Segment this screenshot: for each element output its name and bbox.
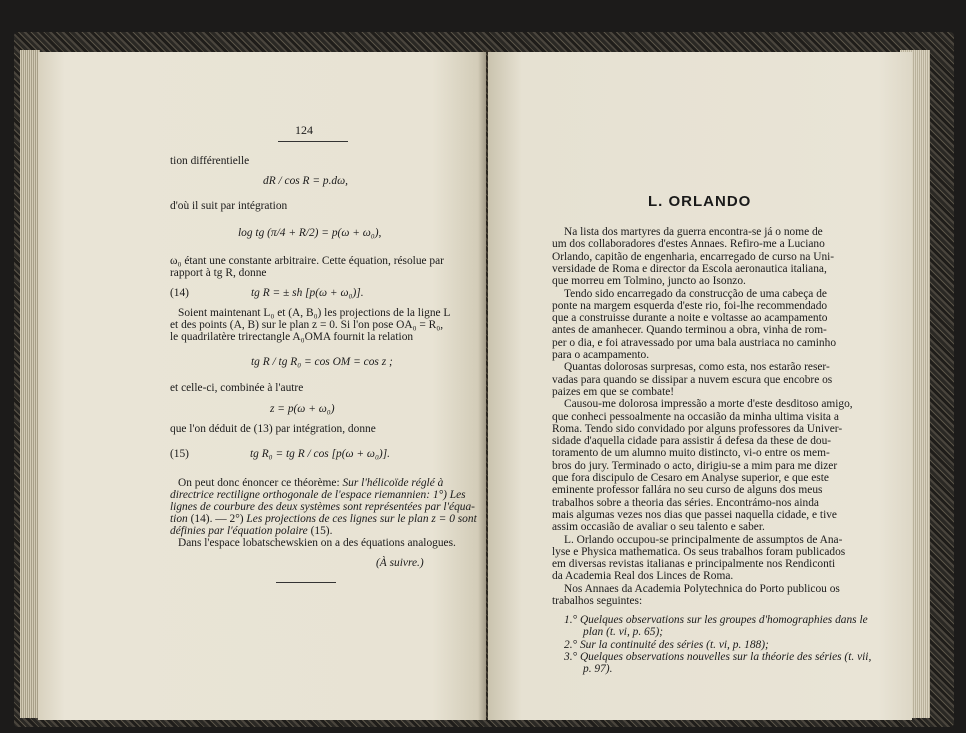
text-line: et des points (A, B) sur le plan z = 0. Si l'on pose OA₀ = R₀, [170, 319, 444, 331]
article-title: L. ORLANDO [648, 193, 752, 210]
theorem-italic: 1°) Les [432, 489, 466, 501]
theorem-line: lignes de courbure des deux systèmes sont représentées par l'équa- [170, 501, 475, 513]
equation-label: (14) [170, 287, 189, 299]
page-number-rule [278, 141, 348, 142]
article-line: L. Orlando occupou-se principalmente de assumptos de Ana- [564, 533, 843, 546]
article-line: Roma. Tendo sido convidado por alguns professores da Univer- [552, 422, 843, 435]
article-line: Na lista dos martyres da guerra encontra-se já o nome de [564, 226, 823, 238]
text-line: tion différentielle [170, 155, 250, 167]
reference-line: 3.° Quelques observations nouvelles sur la théorie des séries (t. vii, [564, 650, 872, 663]
theorem-italic: définies par l'équation polaire [170, 525, 308, 537]
article-line: Causou-me dolorosa impressão a morte d'este desditoso amigo, [564, 398, 853, 411]
article-line: Orlando, capitão de engenharia, encarregado de curso na Uni- [552, 250, 835, 263]
article-line: antes de amanhecer. Quando terminou a obra, vinha de rom- [552, 324, 827, 337]
article-line: em diversas revistas italianas e principalmente nos Rendiconti [552, 558, 836, 571]
text-line: Soient maintenant L₀ et (A, B₀) les projections de la ligne L [178, 307, 451, 319]
article-line: lyse e Physica mathematica. Os seus trabalhos foram publicados [552, 545, 846, 558]
theorem-italic: Les projections de ces lignes sur le plan z = 0 sont [246, 513, 477, 525]
reference-line: p. 97). [583, 663, 613, 676]
text-line: et celle-ci, combinée à l'autre [170, 382, 304, 394]
article-line: vadas para quando se dissipar a nuvem escura que encobre os [552, 373, 833, 386]
article-line: trabalhos seguintes: [552, 595, 643, 607]
text-line: rapport à tg R, donne [170, 267, 267, 279]
article-line: per o dia, e foi atravessado por uma bala austriaca no caminho [552, 336, 837, 349]
article-line: mais algumas vezes nos dias que passei naquella cidade, e tive [552, 508, 837, 521]
text-line: que l'on déduit de (13) par intégration, donne [170, 423, 376, 435]
equation-label: (15) [170, 448, 189, 460]
article-line: toramento de um alumno muito distincto, vi-o entre os mem- [552, 447, 830, 460]
page-number: 124 [295, 123, 313, 137]
equation: tg R = ± sh [p(ω + ω₀)]. [251, 287, 364, 299]
article-line: eminente professor fallára no seu curso de alguns dos meus [552, 484, 823, 497]
theorem-italic: tion [170, 513, 188, 525]
theorem-text: On peut donc énoncer ce théorème: [178, 477, 340, 489]
theorem-text: (14). — 2°) [190, 513, 244, 525]
article-line: paizes em que se combate! [552, 385, 675, 398]
article-line: que a construisse durante a noite e voltasse ao acampamento [552, 312, 828, 325]
end-rule [276, 582, 336, 583]
article-line: Quantas dolorosas surpresas, como esta, nos estarão reser- [564, 361, 830, 374]
article-line: que fora discipulo de Cesaro em Analyse superior, e que este [552, 472, 829, 484]
article-line: que morreu em Tolmino, juncto ao Isonzo. [552, 275, 746, 288]
equation: dR / cos R = p.dω, [263, 175, 349, 187]
equation: tg R / tg R₀ = cos OM = cos z ; [251, 356, 393, 368]
reference-line: 1.° Quelques observations sur les groupes d'homographies dans le [564, 614, 868, 626]
theorem-italic: Sur l'hélicoïde réglé à [342, 477, 444, 489]
article-line: Nos Annaes da Academia Polytechnica do Porto publicou os [564, 582, 840, 595]
reference-line: 2.° Sur la continuité des séries (t. vi, p. 188); [564, 638, 769, 651]
theorem-italic: directrice rectiligne orthogonale de l'espace riemannien: [170, 489, 431, 501]
equation: log tg (π/4 + R/2) = p(ω + ω₀), [238, 227, 382, 239]
theorem-text: (15). [310, 525, 333, 537]
equation: z = p(ω + ω₀) [270, 403, 335, 415]
article-line: sidade d'aquella cidade para assistir á defesa da these de dou- [552, 435, 832, 448]
article-line: bros do jury. Terminado o acto, dirigiu-se a mim para me dizer [552, 459, 838, 472]
article-line: ponte na margem esquerda d'este rio, foi-lhe recommendado [552, 299, 828, 312]
article-line: que conheci pessoalmente na occasião da minha ultima visita a [552, 410, 839, 423]
to-be-continued: (À suivre.) [376, 557, 424, 569]
article-line: para o acampamento. [552, 349, 650, 361]
article-line: Tendo sido encarregado da construcção de uma cabeça de [564, 287, 827, 300]
text-line: le quadrilatère trirectangle A₀OMA fournit la relation [170, 331, 414, 343]
left-page-edges [20, 50, 40, 718]
article-line: assim occasião de avaliar o seu talento e saber. [552, 521, 765, 534]
article-line: um dos collaboradores d'estes Annaes. Refiro-me a Luciano [552, 238, 825, 251]
article-line: versidade de Roma e director da Escola aeronautica italiana, [552, 262, 827, 275]
article-line: da Academia Real dos Linces de Roma. [552, 570, 734, 583]
text-line: d'où il suit par intégration [170, 200, 288, 212]
equation: tg R₀ = tg R / cos [p(ω + ω₀)]. [250, 448, 390, 460]
article-line: trabalhos sobre a theoria das séries. Encontrámo-nos ainda [552, 496, 819, 509]
left-page [38, 52, 486, 720]
reference-line: plan (t. vi, p. 65); [583, 626, 664, 639]
right-page [488, 52, 912, 720]
text-line: Dans l'espace lobatschewskien on a des équations analogues. [178, 537, 456, 549]
text-line: ω₀ étant une constante arbitraire. Cette équation, résolue par [170, 255, 444, 267]
